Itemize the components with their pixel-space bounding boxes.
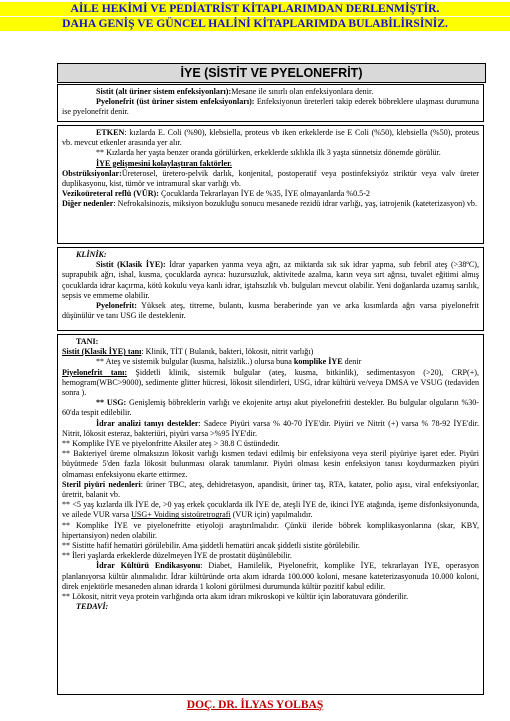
vcug-term: USG+ Voiding sistoüretrografi xyxy=(131,510,231,520)
diag-pyelo-text: Şiddetli klinik, sistemik bulgular (ateş, kusma, bitkinlik), sedimentasyon (>20), CRP(+), hemogram(WBC>9000), sedimente glitter hücresi, lökosit silendirleri, USG, idrar kültürü ve/veya DMSA ve VSUG (tedaviden sonra ). xyxy=(62,367,479,398)
age-note-end: (VUR için) yapılmalıdır. xyxy=(230,510,313,520)
header-line-2: DAHA GENİŞ VE GÜNCEL HALİNİ KİTAPLARIMDA BULABİLİRSİNİZ. xyxy=(0,17,510,31)
sterile-pyuria-text: : üriner TBC, ateş, dehidretasyon, apandisit, üriner taş, RTA, katater, polio aşısı, viral enfeksiyonlar, üretrit, balanit vb. xyxy=(62,479,480,500)
prostatitis-note: ** İleri yaşlarda erkeklerde düzelmeyen İYE de prostatit düşünülebilir. xyxy=(62,551,292,561)
fever-text-end: denir xyxy=(342,357,362,367)
treatment-heading: TEDAVİ: xyxy=(76,602,109,612)
diag-sistit-text: : Klinik, TİT ( Bulanık, bakteri, lökosit, nitrit varlığı) xyxy=(141,347,314,357)
complicated-note: ** Komplike İYE ve piyelonfritte Aksiler ateş > 38.8 C üstündedir. xyxy=(62,439,280,449)
age-note: ** <5 yaş kızlarda ilk İYE de, >0 yaş erkek çocuklarda ilk İYE de, ateşli İYE de, ikinci İYE atağında, işeme disfonksiyonunda, ve ailede VUR varsa xyxy=(62,500,479,520)
clinic-heading: KLİNİK: xyxy=(76,250,107,259)
clinic-sistit-label: Sistit (Klasik İYE): xyxy=(96,260,166,270)
leukocyte-note: ** Lökosit, nitrit veya protein varlığında orta akım idrarı mikroskopi ve kültür için laboratuvara gönderilir. xyxy=(62,592,409,602)
urinalysis-text: : Sadece Piyüri varsa % 40-70 İYE'dir. Piyüri ve Nitrit (+) varsa % 78-92 İYE'dir. Nitrit, lökosit esteraz, bakteriüri, piyüri varsa >%95 İYE'dir. xyxy=(62,418,480,438)
clinic-pyelo-text: Yüksek ateş, titreme, bulantı, kusma beraberinde yan ve arka kısımlarda ağrı varsa piyelonefrit düşünülür ve tanı USG ile desteklenir. xyxy=(62,301,479,321)
factors-heading: İYE gelişmesini kolaylaştıran faktörler. xyxy=(96,158,232,168)
fever-text: ** Ateş ve sistemik bulgular (kusma, halsizlik..) olursa buna xyxy=(96,357,294,367)
etken-note: ** Kızlarda her yaşta benzer oranda görülürken, erkeklerde sıklıkla ilk 3 yaşta sünnetsiz dönemde görülür. xyxy=(96,148,441,158)
etken-text: : kızlarda E. Coli (%90), klebsiella, proteus vb iken erkeklerde ise E Coli (%50), klebsiella (%50), proteus vb. mevcut etkenler arasında yer alır. xyxy=(62,128,479,148)
etken-label: ETKEN xyxy=(96,128,125,137)
pyelonefrit-text: Enfeksiyonun üreterleri takip ederek böbreklere ulaşması durumuna ise pyelonefrit denir. xyxy=(62,97,479,117)
page-title: İYE (SİSTİT VE PYELONEFRİT) xyxy=(57,63,486,83)
diag-pyelo-label: Piyelonefrit tanı: xyxy=(62,367,128,377)
clinic-pyelo-label: Pyelonefrit: xyxy=(96,301,137,311)
obstruction-label: Obstrüksiyonlar: xyxy=(62,168,122,178)
culture-label: İdrar Kültürü Endikasyonu xyxy=(96,561,201,571)
other-causes-label: Diğer nedenler xyxy=(62,199,114,209)
obstruction-text: Üreterosel, üretero-pelvik darlık, konjenital, postoperatif veya postinfeksiyöz striktür veya valv üreter duplikasyonu, kist, tümör ve intramural skar varlığı vb. xyxy=(62,168,479,189)
culture-text: : Diabet, Hamilelik, Piyelonefrit, komplike İYE, tekrarlayan İYE, operasyon planlanıyorsa kültür alınmalıdır. İdrar kültüründe orta akım idrarda 100.000 koloni, mesane kateterizasyonuda 10.000 koloni, direk enjektörle mesaneden alınan idrarda 1 koloni görülmesi durumunda kültür pozitif kabul edilir. xyxy=(62,561,479,591)
other-causes-text: : Nefrokalsinozis, miksiyon bozukluğu sonucu mesanede rezidü idrar varlığı, yaş, iatrojenik (kateterizasyon) vb. xyxy=(113,199,477,209)
diagnosis-box xyxy=(57,334,484,695)
urinalysis-label: İdrar analizi tanıyı destekler xyxy=(96,418,199,428)
author-footer: DOÇ. DR. İLYAS YOLBAŞ xyxy=(186,699,324,711)
sterile-pyuria-label: Steril piyüri nedenleri xyxy=(62,479,141,489)
clinic-sistit-text: İdrar yaparken yanma veya ağrı, az miktarda sık sık idrar yapma, sub febril ateş (>38ºC), suprapubik ağrı, ishal, kusma, çocuklarda ayrıca: huzursuzluk, aktivitede azalma, karın veya sırt ağrısı, tuvalet eğitimi almış çocuklarda idrar kaçırma, kötü kokulu veya kanlı idrar, iştahsızlık vb. bulguları mevcut olabilir. Yeni doğanlarda uzamış sarılık, sepsis ve emmeme olabilir. xyxy=(62,260,479,300)
definitions-box xyxy=(57,84,484,122)
etken-box xyxy=(57,125,484,244)
vur-label: Vezikoüreteral reflü (VÜR): xyxy=(62,189,159,199)
etiology-note: ** Komplike İYE ve piyelonefritte etiyoloji araştırılmalıdır. Çünkü ileride böbrek komplikasyonlarına (skar, KBY, hipertansiyon) neden olabilir. xyxy=(62,520,479,540)
clinic-box xyxy=(57,247,484,331)
pyelonefrit-label: Pyelonefrit (üst üriner sistem enfeksiyonları): xyxy=(96,97,255,107)
vur-text: Çocuklarda Tekrarlayan İYE de %35, İYE olmayanlarda %0.5-2 xyxy=(158,189,370,199)
bacterial-note: ** Bakteriyel üreme olmaksızın lökosit varlığı kısmen tedavi edilmiş bir enfeksiyona veya steril piyüriye işaret eder. Piyüri büyütmede 5'den fazla lökosit bulunması olarak tanımlanır. Piyüri olması kesin enfeksiyon tanısı koydurmazken piyüri olmaması enfeksiyonu ekarte ettirmez. xyxy=(62,449,479,479)
usg-label: ** USG: xyxy=(96,398,127,408)
hematuria-note: ** Sistitte hafif hematüri görülebilir. Ama şiddetli hematüri ancak şiddetli sistite görülebilir. xyxy=(62,541,360,551)
diag-sistit-label: Sistit (Klasik İYE) tanı xyxy=(62,347,142,357)
sistit-text: Mesane ile sınırlı olan enfeksiyonlara denir. xyxy=(231,87,374,96)
sistit-label: Sistit (alt üriner sistem enfeksiyonları): xyxy=(96,87,232,96)
usg-text: Genişlemiş böbreklerin varlığı ve ekojenite artışı akut piyelonefriti destekler. Bu bulgular olguların %30-60'da tespit edilebilir. xyxy=(62,398,479,418)
complicated-uti-term: komplike İYE xyxy=(293,357,343,367)
diagnosis-heading: TANI: xyxy=(76,337,99,346)
header-line-1: AİLE HEKİMİ VE PEDİATRİST KİTAPLARIMDAN DERLENMİŞTİR. xyxy=(0,2,510,16)
